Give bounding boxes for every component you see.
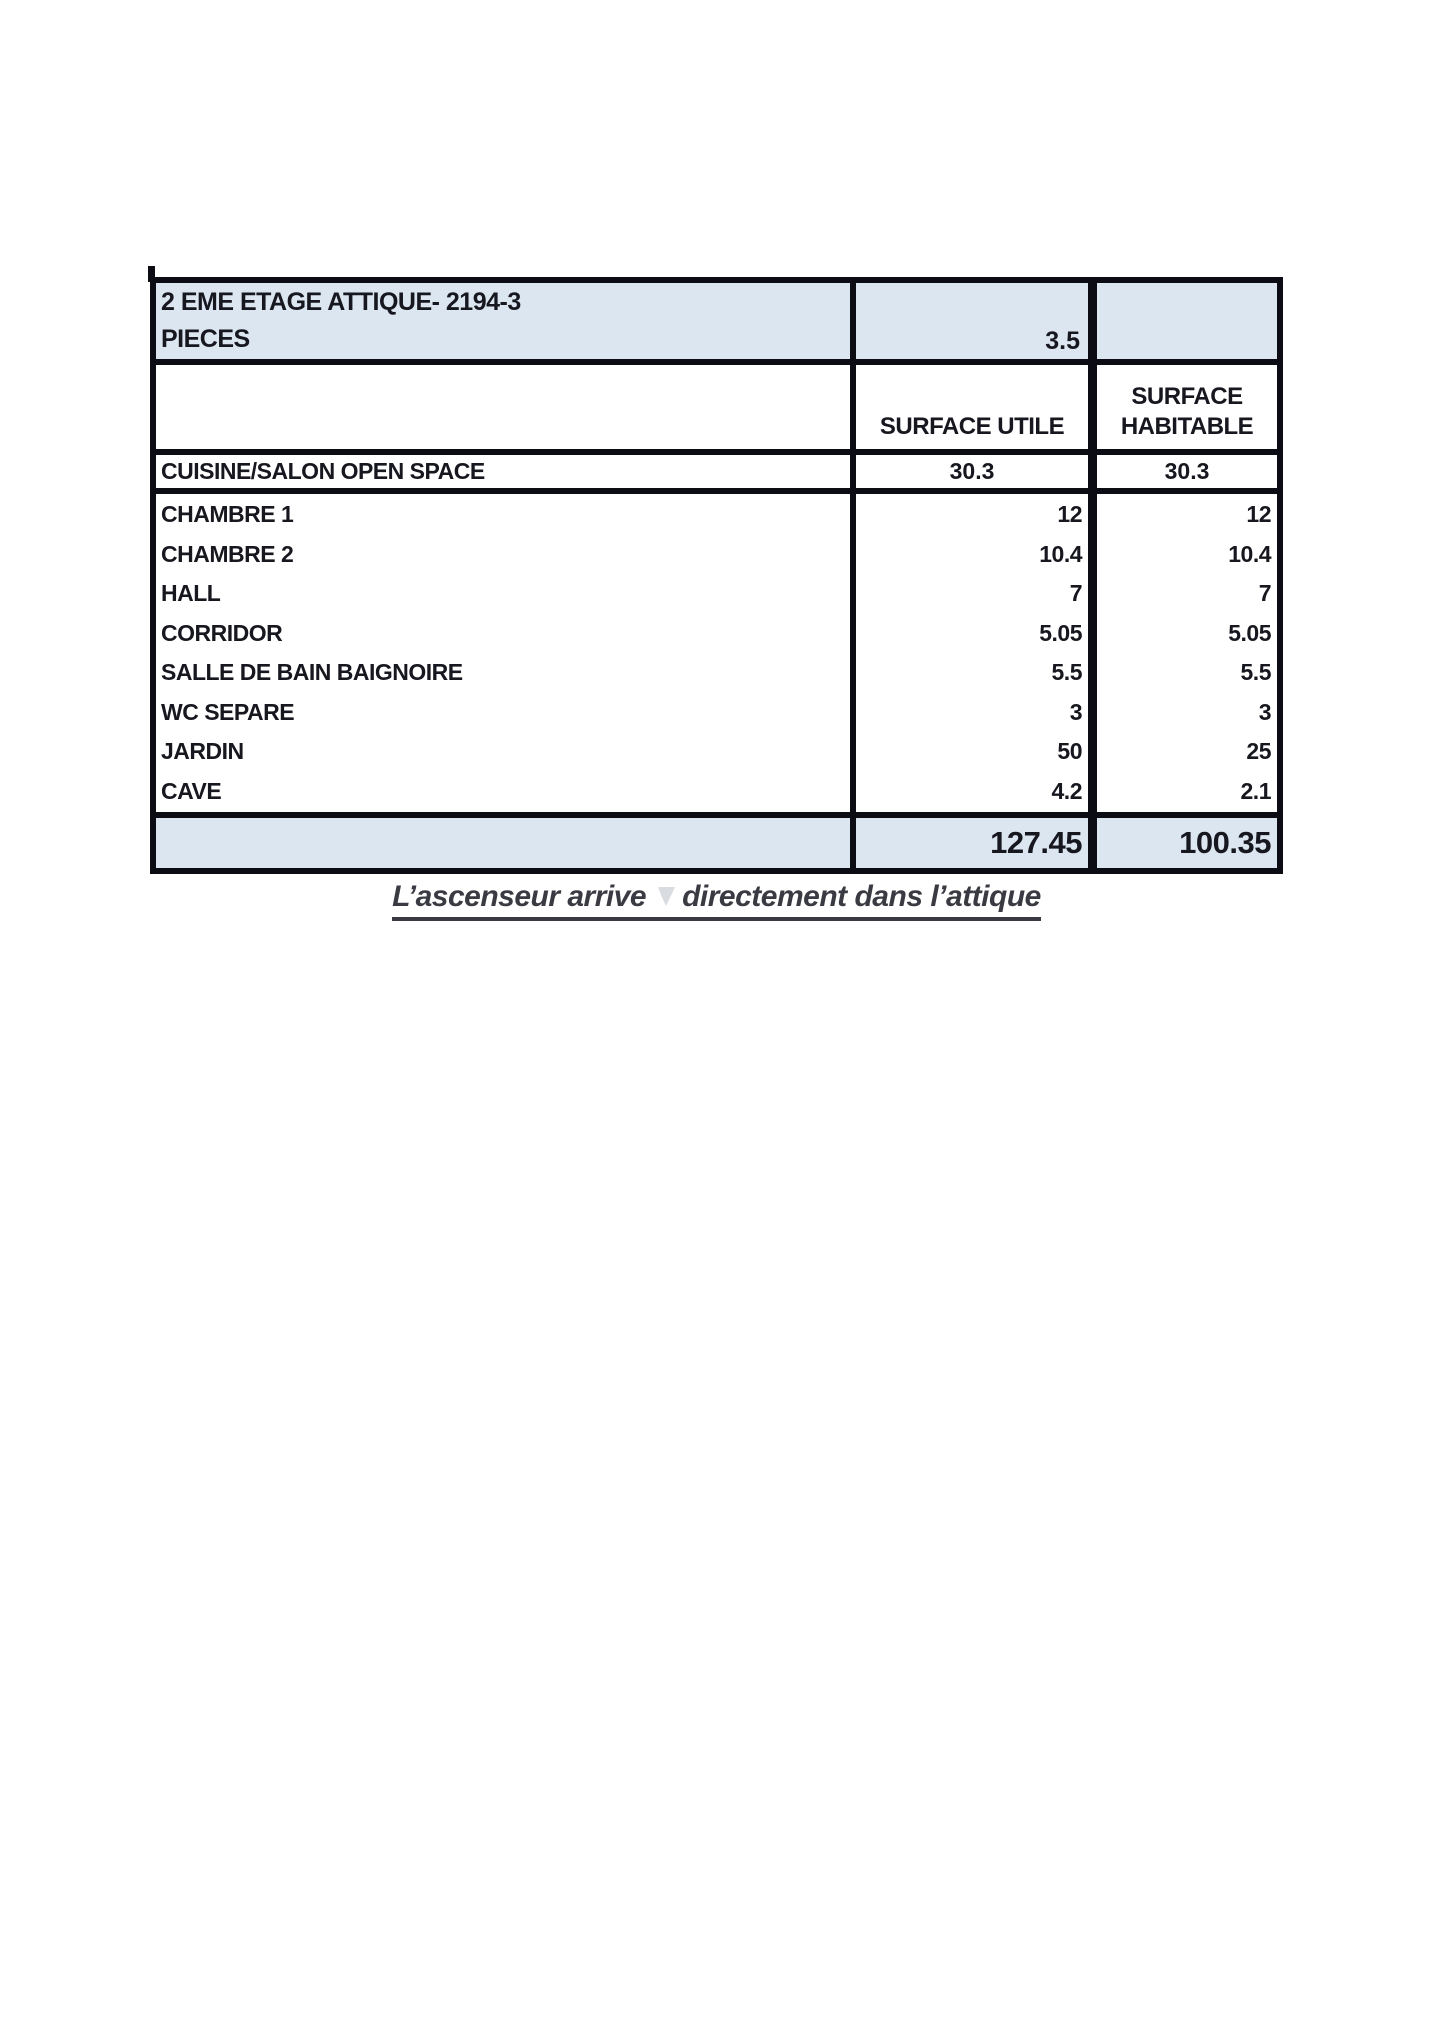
surface-utile-header: SURFACE UTILE	[879, 413, 1065, 440]
room-labels-column	[156, 494, 856, 812]
total-surface-habitable-value: 100.35	[1179, 825, 1271, 860]
room-label: CHAMBRE 1	[161, 501, 294, 527]
surface-habitable-column	[1097, 494, 1277, 812]
room-surface-habitable: 2.1	[1240, 777, 1271, 804]
room-surface-utile: 12	[1057, 501, 1082, 527]
room-surface-habitable: 7	[1258, 580, 1271, 606]
room-label: HALL	[161, 580, 221, 606]
title-line2: PIECES	[161, 325, 250, 353]
room-label: CHAMBRE 2	[161, 540, 294, 567]
room-surface-utile: 7	[1069, 580, 1082, 606]
room-surface-habitable: 5.5	[1240, 659, 1271, 685]
caption-text-after: directement dans l’attique	[682, 880, 1041, 913]
room-surface-habitable: 25	[1246, 738, 1271, 764]
totals-empty-cell	[156, 818, 856, 868]
ghost-edit-artifact	[655, 887, 675, 906]
surface-habitable-header-line1: SURFACE	[1131, 383, 1243, 410]
title-cell	[156, 283, 856, 359]
surface-utile-column	[856, 494, 1097, 812]
total-surface-habitable	[1097, 818, 1277, 868]
room-surface-habitable: 3	[1258, 698, 1271, 725]
caption-container	[150, 880, 1283, 921]
room-surface-utile: 3	[1069, 698, 1082, 725]
total-surface-utile-value: 127.45	[990, 825, 1082, 860]
total-surface-utile	[856, 818, 1097, 868]
room-label: CORRIDOR	[161, 619, 283, 646]
caption-text	[392, 880, 1041, 921]
caption-text-before: L’ascenseur arrive	[392, 880, 647, 913]
surface-habitable-header-line2: HABITABLE	[1120, 413, 1254, 440]
cuisine-row	[156, 455, 1277, 494]
rooms-block	[156, 494, 1277, 818]
colhead-empty-cell	[156, 365, 856, 449]
title-row	[156, 283, 1277, 365]
room-surface-habitable: 12	[1246, 501, 1271, 527]
pieces-value: 3.5	[1045, 327, 1080, 355]
surface-utile-header-cell	[856, 365, 1097, 449]
room-surface-utile: 4.2	[1051, 777, 1082, 804]
surfaces-table	[150, 277, 1283, 874]
cuisine-surface-habitable: 30.3	[1164, 458, 1210, 484]
pieces-value-cell	[856, 283, 1097, 359]
room-label: WC SEPARE	[161, 698, 295, 725]
totals-row	[156, 818, 1277, 868]
surface-habitable-header-cell	[1097, 365, 1277, 449]
room-label: JARDIN	[161, 738, 244, 764]
room-surface-habitable: 5.05	[1228, 619, 1271, 646]
room-surface-utile: 50	[1057, 738, 1082, 764]
room-surface-utile: 10.4	[1039, 540, 1082, 567]
column-header-row	[156, 365, 1277, 455]
room-label: CAVE	[161, 777, 222, 804]
room-label: SALLE DE BAIN BAIGNOIRE	[161, 659, 463, 685]
title-line1: 2 EME ETAGE ATTIQUE- 2194-3	[161, 288, 521, 316]
cuisine-label: CUISINE/SALON OPEN SPACE	[156, 455, 856, 488]
cuisine-surface-utile: 30.3	[856, 455, 1097, 488]
room-surface-utile: 5.5	[1051, 659, 1082, 685]
room-surface-habitable: 10.4	[1228, 540, 1271, 567]
title-row-empty-cell	[1097, 283, 1277, 359]
room-surface-utile: 5.05	[1039, 619, 1082, 646]
